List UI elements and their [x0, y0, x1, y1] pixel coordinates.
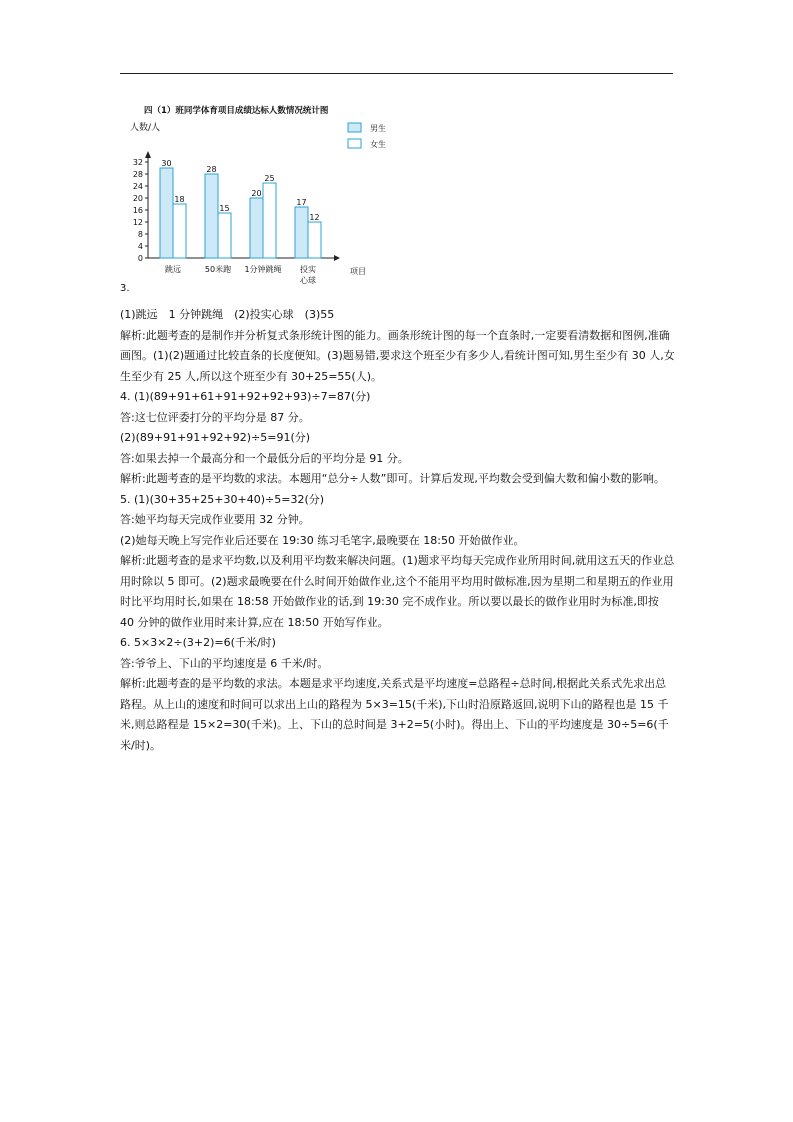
bar-value-label: 25	[264, 174, 275, 183]
bar-boys	[295, 207, 308, 258]
x-tick-label: 50米跑	[204, 265, 232, 274]
bar-girls	[173, 204, 186, 258]
answer-content	[120, 305, 676, 756]
legend	[348, 123, 386, 149]
y-tick-label: 20	[132, 194, 143, 203]
answer-line: (2)她每天晚上写完作业后还要在 19:30 练习毛笔字,最晚要在 18:50 开始做作业。	[120, 533, 525, 547]
answer-line: 答:这七位评委打分的平均分是 87 分。	[120, 410, 310, 424]
answer-line: 答:她平均每天完成作业要用 32 分钟。	[120, 513, 310, 526]
y-tick-label: 32	[132, 158, 143, 167]
x-tick-label: 心球	[300, 276, 316, 285]
bar-boys	[160, 168, 173, 258]
chart-title: 四（1）班同学体育项目成绩达标人数情况统计图	[144, 106, 329, 116]
bar-value-label: 15	[219, 204, 230, 213]
legend-swatch-boys	[348, 123, 361, 132]
analysis-paragraph: 解析:此题考查的是求平均数,以及利用平均数来解决问题。(1)题求平均每天完成作业所用时间,就用这五天的作业总用时除以 5 即可。(2)题求最晚要在什么时间开始做作业,这个不能用平均用时做标准,因为星期二和星期五的作业用时比平均用时长,如果在 18:58 开始做作业的话,到 19:30 完不成作业。所以要以最长的做作业用时为标准,即按 40 分钟的做作业用时来计算,应在 18:50 开始写作业。	[120, 554, 675, 629]
bar-value-label: 12	[309, 213, 320, 222]
bar-value-label: 30	[161, 159, 172, 168]
y-tick-label: 0	[137, 254, 143, 263]
legend-label-boys: 男生	[370, 124, 386, 133]
bar-girls	[218, 213, 231, 258]
bar-chart	[108, 98, 408, 288]
answer-line: (1)跳远 1 分钟跳绳 (2)投实心球 (3)55	[120, 308, 335, 321]
answer-line: 5. (1)(30+35+25+30+40)÷5=32(分)	[120, 492, 325, 506]
bar-value-label: 17	[296, 198, 307, 207]
bar-value-label: 28	[206, 165, 217, 174]
answer-line: 答:爷爷上、下山的平均速度是 6 千米/时。	[120, 656, 329, 670]
y-tick-label: 8	[137, 230, 143, 239]
bar-girls	[308, 222, 321, 258]
y-tick-label: 16	[132, 206, 143, 215]
x-axis-arrow	[334, 255, 340, 261]
y-axis-arrow	[145, 151, 151, 158]
y-tick-label: 12	[132, 218, 143, 227]
analysis-paragraph: 解析:此题考查的是平均数的求法。本题用“总分÷人数”即可。计算后发现,平均数会受到偏大数和偏小数的影响。	[120, 472, 665, 485]
x-tick-label: 1分钟跳绳	[244, 265, 282, 274]
y-tick-label: 24	[132, 182, 143, 191]
x-tick-label: 跳远	[165, 265, 181, 274]
header-rule	[120, 73, 673, 74]
y-tick-label: 28	[132, 170, 143, 179]
bar-boys	[250, 198, 263, 258]
legend-label-girls: 女生	[370, 140, 386, 149]
chart-bars	[160, 159, 321, 285]
answer-line: (2)(89+91+91+92+92)÷5=91(分)	[120, 431, 311, 444]
y-axis-label: 人数/人	[130, 123, 161, 133]
bar-boys	[205, 174, 218, 258]
answer-line: 答:如果去掉一个最高分和一个最低分后的平均分是 91 分。	[120, 451, 409, 465]
bar-value-label: 18	[174, 195, 185, 204]
answer-line: 6. 5×3×2÷(3+2)=6(千米/时)	[120, 636, 276, 649]
analysis-paragraph: 解析:此题考查的是平均数的求法。本题是求平均速度,关系式是平均速度=总路程÷总时间,根据此关系式先求出总路程。从上山的速度和时间可以求出上山的路程为 5×3=15(千米),下山时沿原路返回,说明下山的路程也是 15 千米,则总路程是 15×2=30(千米)。上、下山的总时间是 3+2=5(小时)。得出上、下山的平均速度是 30÷5=6(千米/时)。	[120, 677, 669, 752]
analysis-paragraph: 解析:此题考查的是制作并分析复式条形统计图的能力。画条形统计图的每一个直条时,一定要看清数据和图例,准确画图。(1)(2)题通过比较直条的长度便知。(3)题易错,要求这个班至少有多少人,看统计图可知,男生至少有 30 人,女生至少有 25 人,所以这个班至少有 30+25=55(人)。	[120, 328, 675, 383]
question-number: 3.	[120, 283, 130, 294]
bar-value-label: 20	[251, 189, 262, 198]
legend-swatch-girls	[348, 139, 361, 148]
x-axis-label: 项目	[350, 267, 366, 276]
x-tick-label: 投实	[300, 265, 316, 274]
answer-line: 4. (1)(89+91+61+91+92+92+93)÷7=87(分)	[120, 390, 371, 403]
bar-girls	[263, 183, 276, 258]
y-tick-label: 4	[137, 242, 143, 251]
